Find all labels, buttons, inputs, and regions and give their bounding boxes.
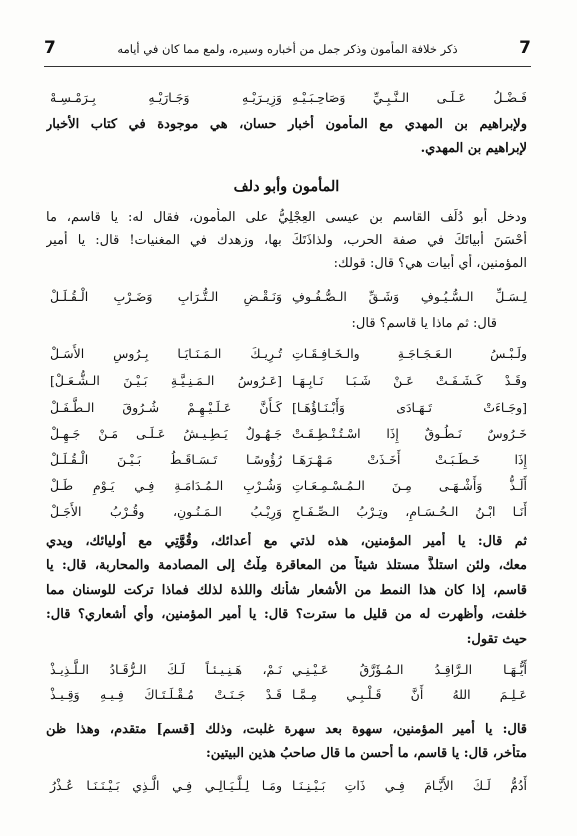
poem-line xyxy=(50,504,527,524)
verse-hemistich-first: فَـضْـلُ عَـلَـى الـنَّـبِـيِّ وَصَاحِـبَـيْـهِ xyxy=(292,90,527,105)
verse-line xyxy=(50,289,527,309)
poem-line xyxy=(50,452,527,472)
paragraph-line: خلفت، وأظهرت له من قليل ما سترت؟ قال: يا أمير المؤمنين، وأي أشعاري؟ قال: xyxy=(46,607,527,622)
verse-hemistich-second: [عَـرُوسُ الـمَـنِـيَّـةِ بَـيْـنَ الـشُّـعَـلْ] xyxy=(50,373,282,388)
section-heading: المأمون وأبو دلف xyxy=(233,178,340,195)
running-title: ذكر خلافة المأمون وذكر جمل من أخباره وسيره، ولمع مما كان في أيامه xyxy=(117,42,458,56)
page-number-left: 7 xyxy=(44,38,56,58)
verse-hemistich-second: كَـأَنَّ عَـلَـيْـهِـمْ شُـرُوقَ الـطَّـفَـلْ xyxy=(50,400,282,415)
poem-line xyxy=(50,373,527,393)
verse-line xyxy=(50,778,527,798)
verse-hemistich-second: نَـمْ، هَـنِـيـئـاً لَـكَ الـرُّقَـادُ الـلَّـذِيـذْ xyxy=(50,662,282,677)
verse-line xyxy=(50,662,527,682)
paragraph-line: قال: يا أمير المؤمنين، سهوة بعد سهرة غلبت، وذلك [قسم] متقدم، وهذا ظن xyxy=(46,722,527,737)
verse-line xyxy=(50,90,527,110)
paragraph-line: ولإبراهيم بن المهدي مع المأمون أخبار حسان، هي موجودة في كتاب الأخبار xyxy=(46,117,527,132)
paragraph-line: حيث تقول: xyxy=(466,632,527,647)
verse-line xyxy=(50,687,527,707)
verse-hemistich-first: ولَـبْـسُ الـعَـجَـاجَـةِ والـخَـافِـقَـاتِ xyxy=(292,346,527,361)
paragraph-line: أَحْسَنَ أبياتَكَ في صفة الحرب، ولذاذَتَكَ بها، وزهدك في المغنيات! قال: يا أمير xyxy=(46,233,527,248)
verse-hemistich-first: عَـلِـمَ اللهُ أَنَّ قَـلْـبِـي مِـمَّـا xyxy=(292,687,527,702)
verse-hemistich-second: وَرِيْـبُ الـمَـنُـونِ، وقُـرْبُ الأَجَـلْ xyxy=(50,504,282,519)
verse-hemistich-first: أَلَـذُّ وَأَشْـهَـى مِـنَ الـمُـسْـمِـعَـاتِ xyxy=(292,478,527,493)
verse-hemistich-first: وقَـدْ كَـشَـفَـتْ عَـنْ شَـبَـا نَـابِـهَـا xyxy=(292,373,527,388)
verse-hemistich-first: [وجَـاءَتْ تَـهَـادَى وَأَبْـنَـاؤُهَـا] xyxy=(292,400,527,415)
paragraph-line: متأخر، قال: يا قاسم، ما أحسن ما قال صاحبُ هذين البيتين: xyxy=(206,746,527,761)
verse-hemistich-first: أَدُمُّ لَـكَ الأَيَّـامَ فِـي ذَاتِ بَـيْـنِـنَـا xyxy=(292,778,527,793)
paragraph-line: قاسم، إذا كان هذا النمط من الأشعار شأنك واللذة لذلك فماذا تركت للوسنان مما xyxy=(46,583,527,598)
verse-hemistich-second: وَشُـرْبِ الـمُـدَامَـةِ فِـي يَـوْمِ طَـلْ xyxy=(50,478,282,493)
verse-hemistich-first: أَنَـا ابْـنُ الـحُـسَـامِ، وتِـرْبُ الـصِّـفَـاحِ xyxy=(292,504,527,519)
poem-line xyxy=(50,478,527,498)
page-number: 7 xyxy=(519,38,531,58)
verse-hemistich-second: وَنَـقْـضِ الـتُّـرَابِ وَضَـرْبِ الْـقُـلَـلْ xyxy=(50,289,282,304)
poem-line xyxy=(50,346,527,366)
paragraph-line: ودخل أبو دُلَف القاسم بن عيسى العِجْلِيُّ على المأمون، فقال له: يا قاسم، ما xyxy=(46,210,527,225)
verse-hemistich-second: جَـهُـولٌ يَـطِـيـشُ عَـلَـى مَـنْ جَـهِـلْ xyxy=(50,426,282,441)
verse-hemistich-second: ومَـا لِـلَّـيَـالِـي فِـي الَّـذِي بَـيْـنَـنَـا عُـذْرُ xyxy=(50,778,282,793)
verse-hemistich-second: قَـدْ جَـنَـتْ مُـقْـلَـتَـاكَ فِـيـهِ وَقِـيـذْ xyxy=(50,687,282,702)
poem-line xyxy=(50,400,527,420)
paragraph-line: ثم قال: يا أمير المؤمنين، هذه لذتي مع أعدائك، وقُوَّتِي مع أوليائك، ويدي xyxy=(46,534,527,549)
paragraph-line: المؤمنين، أي أبيات هي؟ قال: قولك: xyxy=(333,256,527,271)
verse-hemistich-first: إِذَا خَـطَـبَـتْ أَخَـذَتْ مَـهْـرَهَـا xyxy=(292,452,527,467)
verse-hemistich-first: أَيُّـهَـا الـرَّاقِـدُ الـمُـؤَرَّقُ عَـيْـنِـي xyxy=(292,662,527,677)
paragraph-line: لإبراهيم بن المهدي. xyxy=(420,141,527,156)
running-header xyxy=(44,36,531,66)
header-rule xyxy=(44,66,531,67)
paragraph-line: قال: ثم ماذا يا قاسم؟ قال: xyxy=(351,316,497,331)
verse-hemistich-second: رُؤُوسًـا تَـسَـاقَـطُ بَـيْـنَ الْـقُـلَـلْ xyxy=(50,452,282,467)
verse-hemistich-second: تُـرِيـكَ الـمَـنَـايَـا بِـرُوسِ الأَسَـلْ xyxy=(50,346,282,361)
paragraph-line: معك، ولئن استلذَّ مستلذ شيئاً من المعاقرة مِلْتُ إلى المصادمة والمحاربة، قال: يا xyxy=(46,558,527,573)
verse-hemistich-first: لِـسَـلِّ الـسُّـيُـوفِ وَشَـقِّ الـصُّـفُـوفِ xyxy=(292,289,527,304)
verse-hemistich-first: خَـرُوسٌ نَـطُـوقٌ إِذَا اسْـتُـنْـطِـقَـتْ xyxy=(292,426,527,441)
verse-hemistich-second: وَزِيـرَيْـهِ وَجَـارَيْـهِ بِـرَمْـسِـهْ xyxy=(50,90,282,105)
poem-line xyxy=(50,426,527,446)
